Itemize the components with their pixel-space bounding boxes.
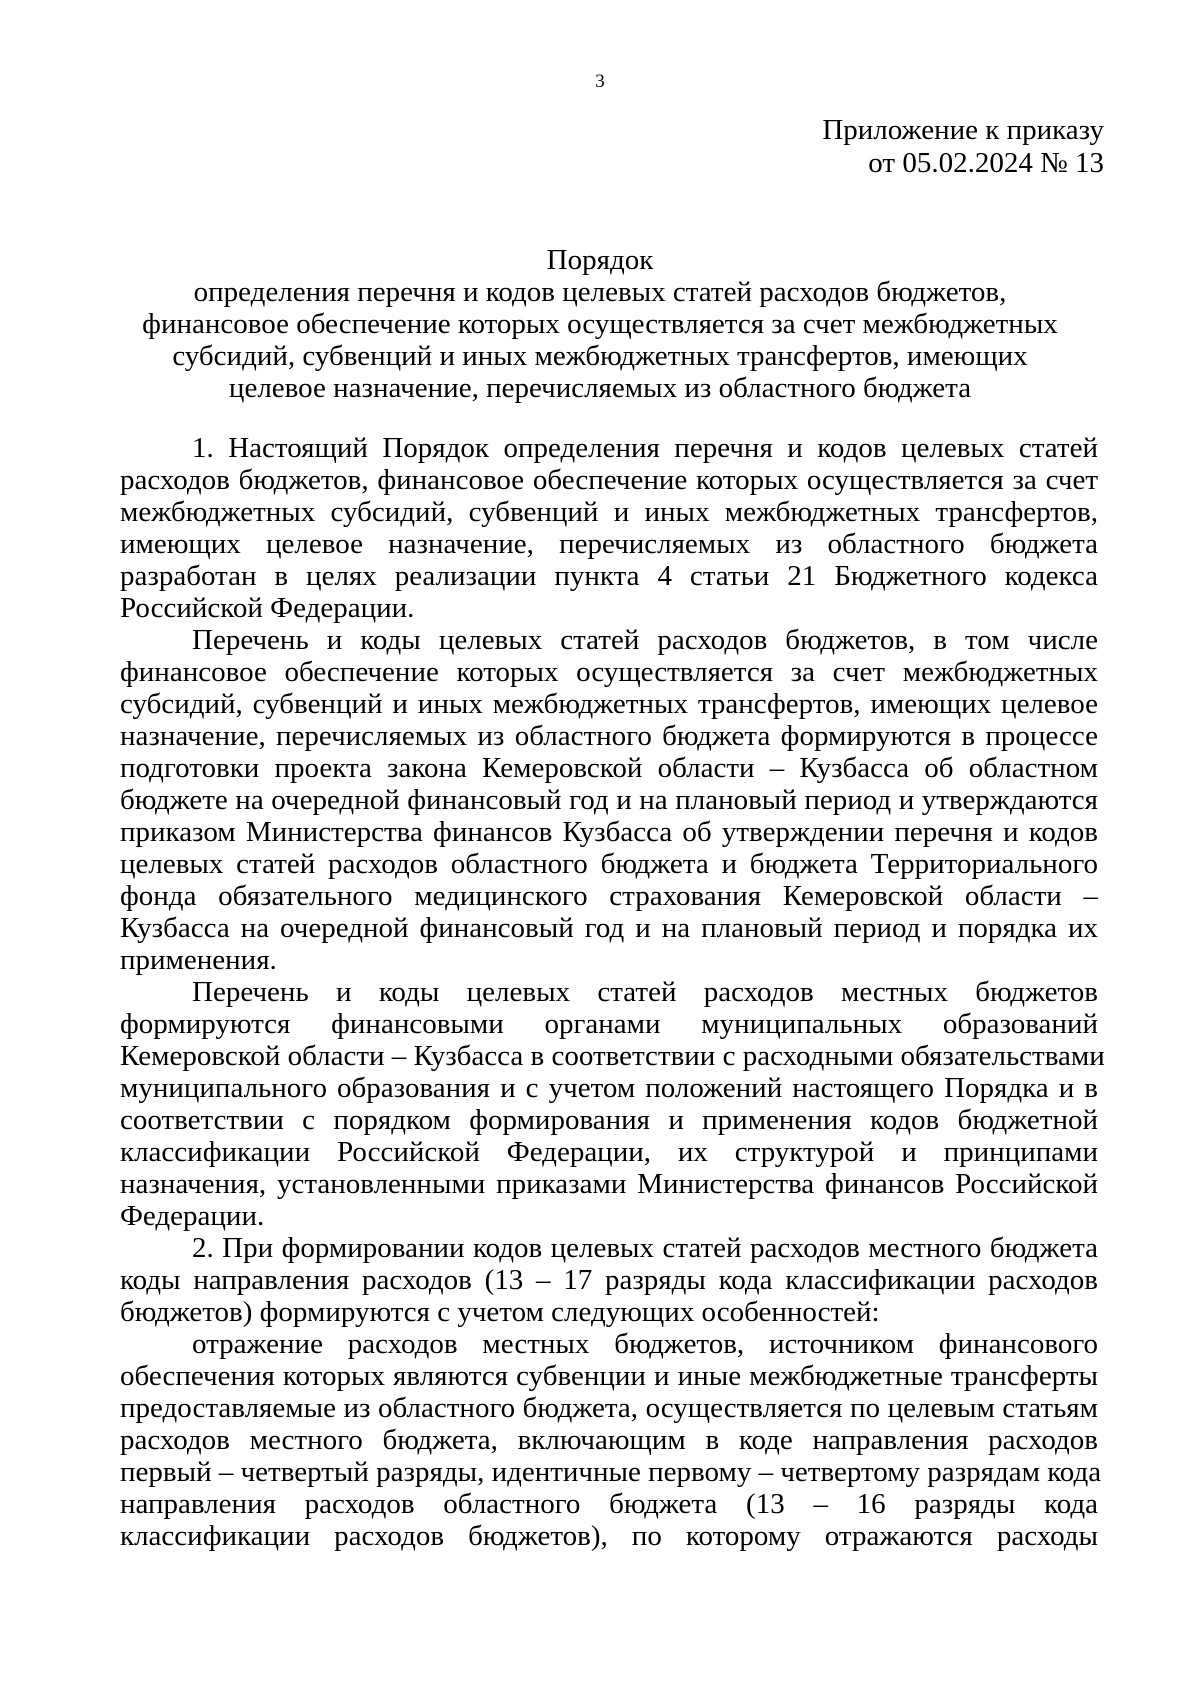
paragraph-line: обеспечения которых являются субвенции и иные межбюджетные трансферты xyxy=(120,1360,1098,1392)
paragraph-line: формируются финансовыми органами муниципальных образований xyxy=(120,1008,1098,1040)
paragraph-line: 1. Настоящий Порядок определения перечня и кодов целевых статей xyxy=(192,432,1098,464)
document-title xyxy=(0,244,1200,404)
paragraph-line: назначение, перечисляемых из областного бюджета формируются в процессе xyxy=(120,720,1098,752)
title-line: субсидий, субвенций и иных межбюджетных трансфертов, имеющих xyxy=(172,340,1028,372)
paragraph-line: целевых статей расходов областного бюджета и бюджета Территориального xyxy=(120,848,1098,880)
paragraph-line: классификации Российской Федерации, их структурой и принципами xyxy=(120,1136,1098,1168)
page-number: 3 xyxy=(595,71,605,92)
paragraph-line: соответствии с порядком формирования и применения кодов бюджетной xyxy=(120,1104,1098,1136)
appendix-line: Приложение к приказу xyxy=(822,114,1104,146)
paragraph-line: коды направления расходов (13 – 17 разряды кода классификации расходов xyxy=(120,1264,1098,1296)
paragraph-line: Перечень и коды целевых статей расходов бюджетов, в том числе xyxy=(192,624,1098,656)
title-heading: Порядок xyxy=(546,244,654,276)
paragraph-line: 2. При формировании кодов целевых статей расходов местного бюджета xyxy=(192,1232,1098,1264)
paragraph-line: расходов местного бюджета, включающим в коде направления расходов xyxy=(120,1424,1098,1456)
appendix-reference xyxy=(822,114,1104,180)
paragraph-line: финансовое обеспечение которых осуществляется за счет межбюджетных xyxy=(120,656,1098,688)
paragraph-line: подготовки проекта закона Кемеровской области – Кузбасса об областном xyxy=(120,752,1098,784)
paragraph-line: муниципального образования и с учетом положений настоящего Порядка и в xyxy=(120,1072,1098,1104)
paragraph-line: предоставляемые из областного бюджета, осуществляется по целевым статьям xyxy=(120,1392,1098,1424)
paragraph-line: межбюджетных субсидий, субвенций и иных межбюджетных трансфертов, xyxy=(120,496,1098,528)
paragraph-line: отражение расходов местных бюджетов, источником финансового xyxy=(192,1328,1098,1360)
paragraph xyxy=(120,1328,1102,1552)
paragraph-line: применения. xyxy=(120,944,277,976)
document-body xyxy=(120,432,1105,1552)
paragraph-line: первый – четвертый разряды, идентичные первому – четвертому разрядам кода xyxy=(120,1456,1102,1488)
paragraph-line: бюджете на очередной финансовый год и на плановый период и утверждаются xyxy=(120,784,1098,816)
title-line: определения перечня и кодов целевых статей расходов бюджетов, xyxy=(193,276,1007,308)
paragraph xyxy=(120,432,1098,624)
paragraph-line: фонда обязательного медицинского страхования Кемеровской области – xyxy=(120,880,1098,912)
paragraph-line: Федерации. xyxy=(120,1200,265,1232)
title-line: целевое назначение, перечисляемых из областного бюджета xyxy=(228,372,972,404)
paragraph-line: Кузбасса на очередной финансовый год и на плановый период и порядка их xyxy=(120,912,1098,944)
paragraph-line: расходов бюджетов, финансовое обеспечение которых осуществляется за счет xyxy=(120,464,1098,496)
paragraph-line: Кемеровской области – Кузбасса в соответствии с расходными обязательствами xyxy=(120,1040,1105,1072)
paragraph-line: субсидий, субвенций и иных межбюджетных трансфертов, имеющих целевое xyxy=(120,688,1098,720)
paragraph xyxy=(120,624,1098,976)
paragraph-line: имеющих целевое назначение, перечисляемых из областного бюджета xyxy=(120,528,1098,560)
paragraph-line: Российской Федерации. xyxy=(120,592,415,624)
paragraph xyxy=(120,1232,1098,1328)
paragraph-line: направления расходов областного бюджета (13 – 16 разряды кода xyxy=(120,1488,1098,1520)
paragraph-line: бюджетов) формируются с учетом следующих особенностей: xyxy=(120,1296,880,1328)
paragraph xyxy=(120,976,1105,1232)
appendix-order-date: от 05.02.2024 № 13 xyxy=(868,147,1104,179)
paragraph-line: приказом Министерства финансов Кузбасса об утверждении перечня и кодов xyxy=(120,816,1098,848)
title-line: финансовое обеспечение которых осуществляется за счет межбюджетных xyxy=(142,308,1058,340)
paragraph-line: Перечень и коды целевых статей расходов местных бюджетов xyxy=(192,976,1098,1008)
paragraph-line: разработан в целях реализации пункта 4 статьи 21 Бюджетного кодекса xyxy=(120,560,1098,592)
paragraph-line: классификации расходов бюджетов), по которому отражаются расходы xyxy=(120,1520,1098,1552)
paragraph-line: назначения, установленными приказами Министерства финансов Российской xyxy=(120,1168,1098,1200)
